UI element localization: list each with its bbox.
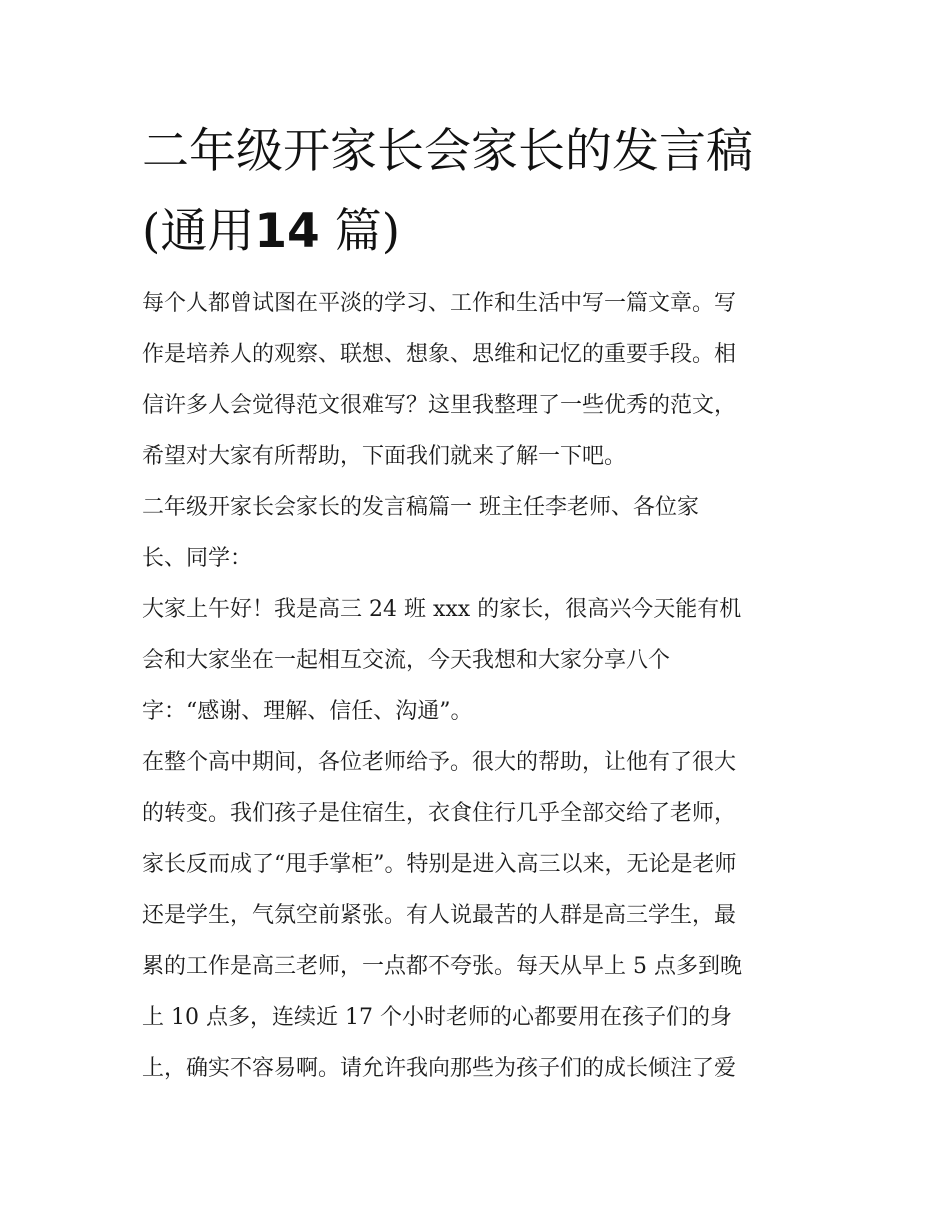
body-line: 信许多人会觉得范文很难写？这里我整理了一些优秀的范文， (142, 393, 737, 418)
title-line-2 (142, 192, 822, 272)
body-line: 会和大家坐在一起相互交流，今天我想和大家分享八个 (142, 648, 671, 673)
document-body (142, 278, 822, 1094)
document-title (142, 112, 822, 272)
body-line: 长、同学： (142, 546, 253, 571)
body-line: 希望对大家有所帮助，下面我们就来了解一下吧。 (142, 444, 627, 469)
title-number: 14 (254, 204, 320, 259)
body-line: 家长反而成了“甩手掌柜”。特别是进入高三以来，无论是老师 (142, 852, 737, 877)
body-line: 作是培养人的观察、联想、想象、思维和记忆的重要手段。相 (142, 342, 737, 367)
title-line-1: 二年级开家长会家长的发言稿 (142, 124, 753, 179)
body-line: 上 10 点多，连续近 17 个小时老师的心都要用在孩子们的身 (142, 1005, 732, 1030)
body-line: 每个人都曾试图在平淡的学习、工作和生活中写一篇文章。写 (142, 291, 737, 316)
body-line: 在整个高中期间，各位老师给予。很大的帮助，让他有了很大 (142, 750, 737, 775)
title-prefix: (通用 (142, 204, 255, 259)
body-line: 字：“感谢、理解、信任、沟通”。 (142, 699, 473, 724)
body-line: 大家上午好！我是高三 24 班 xxx 的家长，很高兴今天能有机 (142, 597, 742, 622)
body-line: 二年级开家长会家长的发言稿篇一 班主任李老师、各位家 (142, 495, 699, 520)
body-line: 累的工作是高三老师，一点都不夸张。每天从早上 5 点多到晚 (142, 954, 742, 979)
body-line: 的转变。我们孩子是住宿生，衣食住行几乎全部交给了老师， (142, 801, 737, 826)
body-line: 上，确实不容易啊。请允许我向那些为孩子们的成长倾注了爱 (142, 1056, 737, 1081)
body-line: 还是学生，气氛空前紧张。有人说最苦的人群是高三学生，最 (142, 903, 737, 928)
title-suffix: 篇) (334, 204, 401, 259)
